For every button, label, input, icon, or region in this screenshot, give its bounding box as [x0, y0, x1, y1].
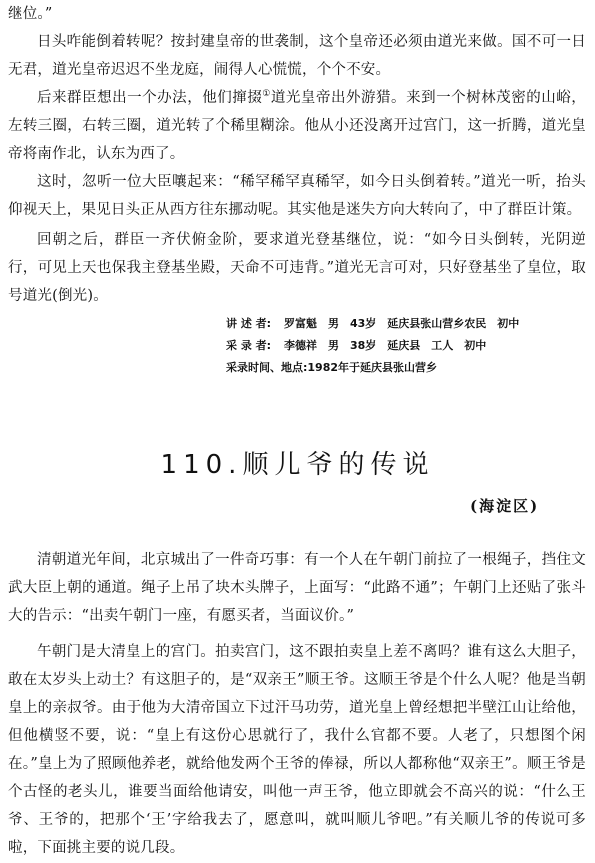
paragraph-hunting-trip-rest: 道光皇帝出外游猎。来到一个树林茂密的山峪，左转三圈，右转三圈，道光转了个稀里糊涂。他从小还没离开过宫门，这一折腾，道光皇帝将南作北，认东为西了。 [8, 90, 586, 162]
story-credits [226, 313, 586, 379]
paragraph-sun-reversed: 日头咋能倒着转呢？按封建皇帝的世袭制，这个皇帝还必须由道光来做。国不可一日无君，道光皇帝迟迟不坐龙庭，闹得人心慌慌，个个不安。 [8, 34, 586, 78]
credit-recorder-value: 李德祥 男 38岁 延庆县 工人 初中 [284, 339, 487, 352]
paragraph-enthronement: 回朝之后，群臣一齐伏俯金阶，要求道光登基继位，说：“如今日头倒转，光阴逆行，可见上天也保我主登基坐殿，天命不可违背。”道光无言可对，只好登基坐了皇位，取号道光(倒光)。 [8, 232, 586, 304]
footnote-marker: ① [262, 89, 271, 100]
paragraph-hunting-trip [8, 84, 586, 168]
paragraph-prince-shun: 午朝门是大清皇上的宫门。拍卖宫门，这不跟拍卖皇上差不离吗？谁有这么大胆子，敢在太岁头上动土？有这胆子的，是“双亲王”顺王爷。这顺王爷是个什么人呢？他是当朝皇上的亲叔爷。由于他为大清帝国立下过汗马功劳，道光皇上曾经想把半壁江山让给他，但他横竖不要，说：“皇上有这份心思就行了，我什么官都不要。人老了，只想图个闲在。”皇上为了照顾他养老，就给他发两个王爷的俸禄，所以人都称他“双亲王”。顺王爷是个古怪的老头儿，谁要当面给他请安，叫他一声王爷，他立即就会不高兴的说：“什么王爷、王爷的，把那个‘王’字给我去了，愿意叫，就叫顺儿爷吧。”有关顺儿爷的传说可多啦，下面挑主要的说几段。 [8, 644, 586, 856]
paragraph-continuation: 继位。” [8, 6, 53, 22]
credit-recorder-label: 采 录 者: [226, 339, 272, 352]
chapter-region: (海淀区) [470, 497, 540, 515]
chapter-title: 110.顺儿爷的传说 [160, 450, 435, 480]
credit-time-place: 采录时间、地点:1982年于延庆县张山营乡 [226, 361, 438, 374]
paragraph-meridian-gate: 清朝道光年间，北京城出了一件奇巧事：有一个人在午朝门前拉了一根绳子，挡住文武大臣上朝的通道。绳子上吊了块木头牌子，上面写：“此路不通”；午朝门上还贴了张斗大的告示：“出卖午朝门一座，有愿买者，当面议价。” [8, 552, 586, 624]
credit-narrator-row [226, 313, 586, 335]
paragraph-hunting-trip-start: 后来群臣想出一个办法，他们撺掇 [37, 90, 263, 106]
credit-recorder-row [226, 335, 586, 357]
credit-narrator-value: 罗富魁 男 43岁 延庆县张山营乡农民 初中 [284, 317, 520, 330]
credit-narrator-label: 讲 述 者: [226, 317, 272, 330]
paragraph-minister-shouts: 这时，忽听一位大臣嚷起来：“稀罕稀罕真稀罕，如今日头倒着转。”道光一听，抬头仰视天上，果见日头正从西方往东挪动呢。其实他是迷失方向大转向了，中了群臣计策。 [8, 174, 586, 218]
